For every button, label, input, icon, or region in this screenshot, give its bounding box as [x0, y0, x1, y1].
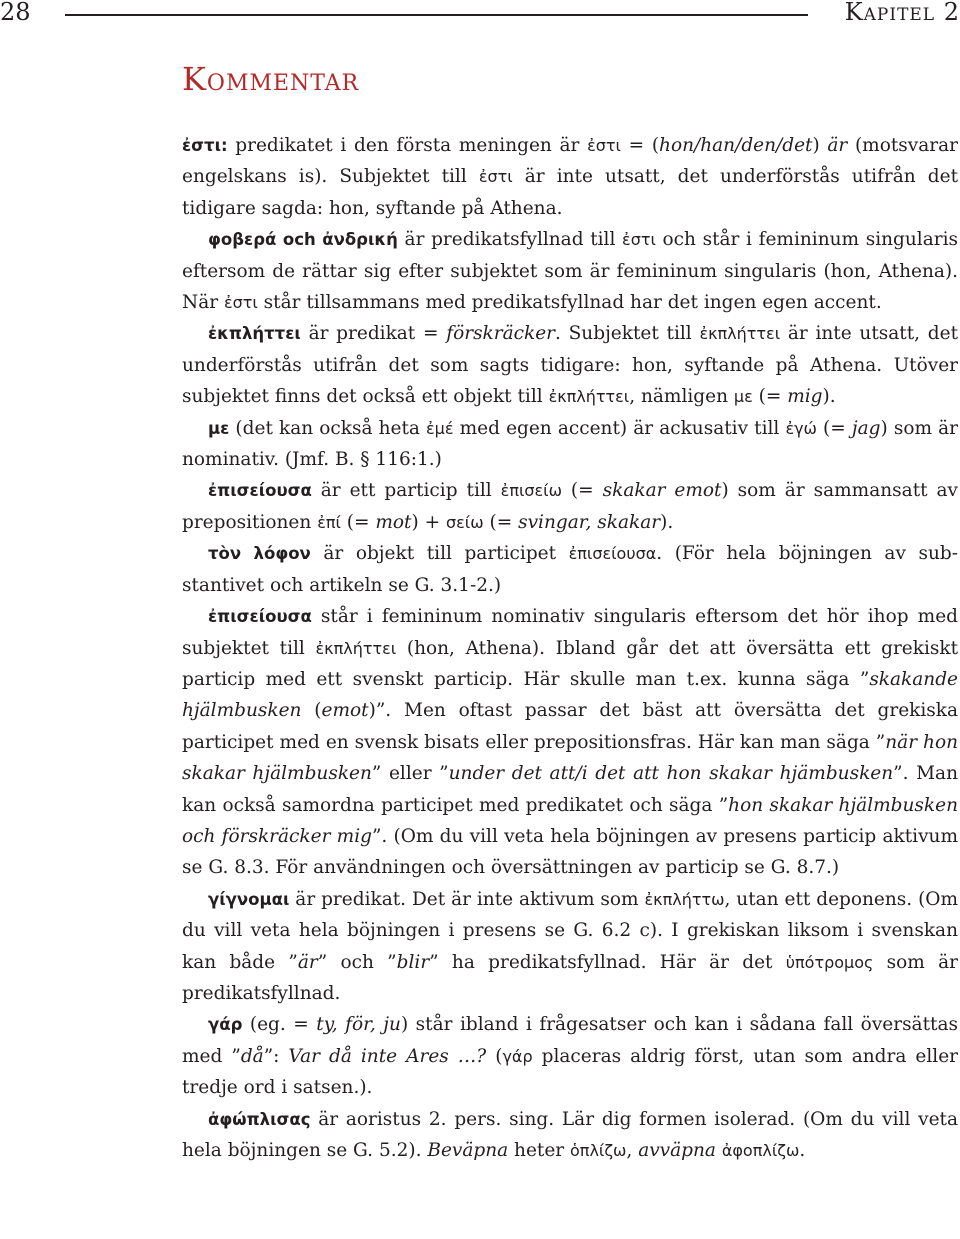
body-text: står i femininum nominativ singularis eftersom det hör ihop med subjektet till — [182, 606, 958, 659]
italic-text: mig — [787, 386, 823, 408]
italic-text: avväpna — [638, 1140, 716, 1161]
greek-word: ἐκπλήττει — [548, 387, 630, 407]
greek-word: γάρ — [502, 1046, 533, 1066]
section-title: Kommentar — [182, 60, 360, 98]
body-text: är predikat. Det är inte aktivum som — [289, 888, 645, 910]
italic-text: är — [827, 135, 848, 156]
greek-word: ὁπλίζω — [570, 1141, 627, 1160]
commentary-body — [182, 130, 958, 1166]
greek-word: με — [733, 387, 753, 407]
body-text: placeras aldrig först, utan som andra eller tredje ord i satsen.). — [182, 1045, 958, 1099]
italic-text: hon skakar hjälmbusken och förskräcker mig — [182, 794, 959, 847]
greek-word: ἐκπλήττει — [699, 324, 781, 344]
greek-word: ἐπισείουσα — [568, 544, 657, 564]
greek-word: σείω — [445, 512, 484, 532]
body-text: ” eller ” — [371, 763, 449, 785]
greek-word: ἐστι — [622, 230, 656, 250]
page-number: 28 — [0, 0, 31, 26]
commentary-entry — [182, 538, 958, 601]
body-text: )”. Men oftast passar det bäst att översätta det grekiska participet med en svensk bisats eller prepositionsfras. Här kan man säga ” — [182, 700, 959, 753]
body-text: heter — [508, 1140, 571, 1161]
body-text: och står i femininum singularis eftersom de rättar sig efter subjektet som är femininum singularis (hon, Athena). När — [182, 229, 959, 314]
body-text: (= — [752, 386, 788, 408]
greek-word: ἐπισείω — [500, 481, 562, 501]
commentary-entry — [182, 413, 958, 476]
body-text: ”. (Om du vill veta hela böjningen av presens particip aktivum se G. 8.3. För användningen och översättningen av particip se G. 8.7.) — [182, 825, 958, 879]
commentary-entry — [182, 475, 958, 538]
body-text: (eg. = — [242, 1014, 317, 1036]
body-text: . Subjektet till — [555, 323, 700, 345]
page-header — [0, 0, 960, 40]
body-text: ) står ibland i frågesatser och kan i sådana fall översättas med ” — [182, 1014, 958, 1067]
italic-text: skakar emot — [602, 480, 722, 502]
body-text: med egen accent) är ackusativ till — [453, 417, 786, 439]
body-text: (= — [483, 511, 519, 533]
body-text: är aoristus 2. pers. sing. Lär dig formen isolerad. (Om du vill veta hela böjningen se G. 5.2). — [182, 1108, 958, 1161]
body-text: är ett particip till — [311, 480, 501, 502]
italic-text: hon/han/den/det — [659, 135, 813, 156]
greek-term: ἐκπλήττει — [208, 324, 301, 344]
body-text: ) som är nominativ. (Jmf. B. § 116:1.) — [182, 417, 958, 471]
greek-word: ἐγώ — [785, 418, 817, 438]
commentary-entry — [182, 601, 958, 884]
greek-term: γίγνομαι — [208, 889, 290, 909]
italic-text: ty, för, ju — [316, 1014, 401, 1036]
body-text: . (För hela böjningen av substantivet och artikeln se G. 3.1-2.) — [182, 543, 959, 596]
greek-word: ἐκπλήττει — [315, 638, 397, 658]
body-text: (det kan också heta — [229, 417, 427, 439]
body-text: ) som är sammansatt av prepositionen — [182, 480, 959, 533]
italic-text: då — [240, 1045, 264, 1067]
commentary-entry — [182, 224, 958, 318]
italic-text: Var då inte Ares …? — [288, 1045, 487, 1067]
greek-word: ἐστι — [223, 293, 258, 313]
body-text: , — [626, 1140, 639, 1161]
italic-text: skakande hjälmbusken — [182, 668, 958, 722]
body-text: ”. Man kan också samordna participet med predikatet och säga ” — [182, 763, 958, 816]
body-text: ” ha predikatsfyllnad. Här är det — [429, 951, 786, 973]
body-text: = ( — [620, 135, 660, 156]
italic-text: emot — [321, 700, 369, 722]
body-text: , utan ett deponens. (Om du vill veta hela böjningen i presens se G. 6.2 c). I grekiskan liksom i svenskan kan både ” — [182, 888, 958, 973]
italic-text: förskräcker — [446, 323, 556, 345]
body-text: , nämligen — [629, 386, 734, 408]
body-text: är predikat = — [300, 323, 447, 345]
italic-text: är — [297, 951, 318, 973]
body-text: är inte utsatt, det underförstås utifrån det tidigare sagda: hon, syftande på Athena. — [182, 166, 958, 219]
greek-term: ἀφώπλισας — [208, 1109, 311, 1129]
commentary-entry — [182, 318, 958, 412]
body-text: (= — [561, 480, 603, 502]
body-text: (= — [816, 417, 852, 439]
italic-text: under det att/i det att hon skakar hjämbusken — [448, 763, 894, 785]
greek-word: ἀφοπλίζω — [721, 1141, 800, 1160]
greek-term: με — [208, 418, 230, 438]
body-text: är predikatsfyllnad till — [397, 229, 623, 251]
greek-word: ἐμέ — [426, 418, 454, 438]
body-text: ). — [822, 386, 836, 408]
body-text: (hon, Athena). Ibland går det att översätta ett grekiskt particip med ett svenskt particip. Här skulle man t.ex. kunna säga ” — [182, 637, 959, 690]
body-text: . — [799, 1140, 806, 1161]
italic-text: blir — [396, 951, 430, 973]
body-text: ) + — [411, 511, 446, 533]
body-text: ) — [812, 135, 828, 156]
body-text: ” och ” — [317, 951, 397, 973]
greek-word: ἐστι — [478, 167, 513, 187]
italic-text: Beväpna — [427, 1140, 509, 1161]
greek-word: ἐστι — [587, 136, 621, 155]
body-text: står tillsammans med predikatsfyllnad har det ingen egen accent. — [257, 292, 882, 314]
greek-term: φοβερά och ἀνδρική — [208, 230, 398, 250]
greek-word: ἐκπλήττω — [644, 889, 725, 909]
body-text: ( — [301, 700, 322, 722]
body-text: (motsvarar engelskans is). Subjektet till — [182, 135, 958, 188]
greek-term: ἐπισείουσα — [208, 607, 312, 627]
greek-word: ὑπότρομος — [785, 952, 874, 972]
italic-text: jag — [851, 417, 881, 439]
commentary-entry — [182, 1009, 958, 1103]
body-text: som är predikatsfyllnad. — [182, 951, 959, 1004]
body-text: är objekt till participet — [310, 543, 569, 565]
body-text: ”: — [263, 1045, 289, 1067]
greek-term: ἐπισείουσα — [208, 481, 312, 501]
body-text: predikatet i den första meningen är — [227, 135, 588, 156]
body-text: ( — [486, 1045, 503, 1067]
greek-term: γάρ — [208, 1015, 243, 1035]
commentary-entry — [182, 1104, 958, 1167]
body-text: (= — [340, 511, 376, 533]
body-text: ). — [660, 511, 674, 533]
italic-text: svingar, skakar — [518, 511, 661, 533]
italic-text: mot — [375, 511, 412, 533]
header-rule — [65, 14, 808, 16]
italic-text: när hon skakar hjälmbusken — [182, 731, 958, 785]
commentary-entry — [182, 884, 958, 1010]
greek-word: ἐπί — [317, 512, 341, 532]
body-text: är inte utsatt, det underförstås utifrån det som sagts tidigare: hon, syftande på Athena. Utöver subjektet finns det också ett objekt till — [182, 323, 958, 408]
commentary-entry — [182, 130, 958, 224]
chapter-heading: Kapitel 2 — [844, 0, 960, 26]
greek-term: τὸν λόφον — [208, 544, 311, 564]
greek-term: ἐστι: — [182, 136, 228, 155]
